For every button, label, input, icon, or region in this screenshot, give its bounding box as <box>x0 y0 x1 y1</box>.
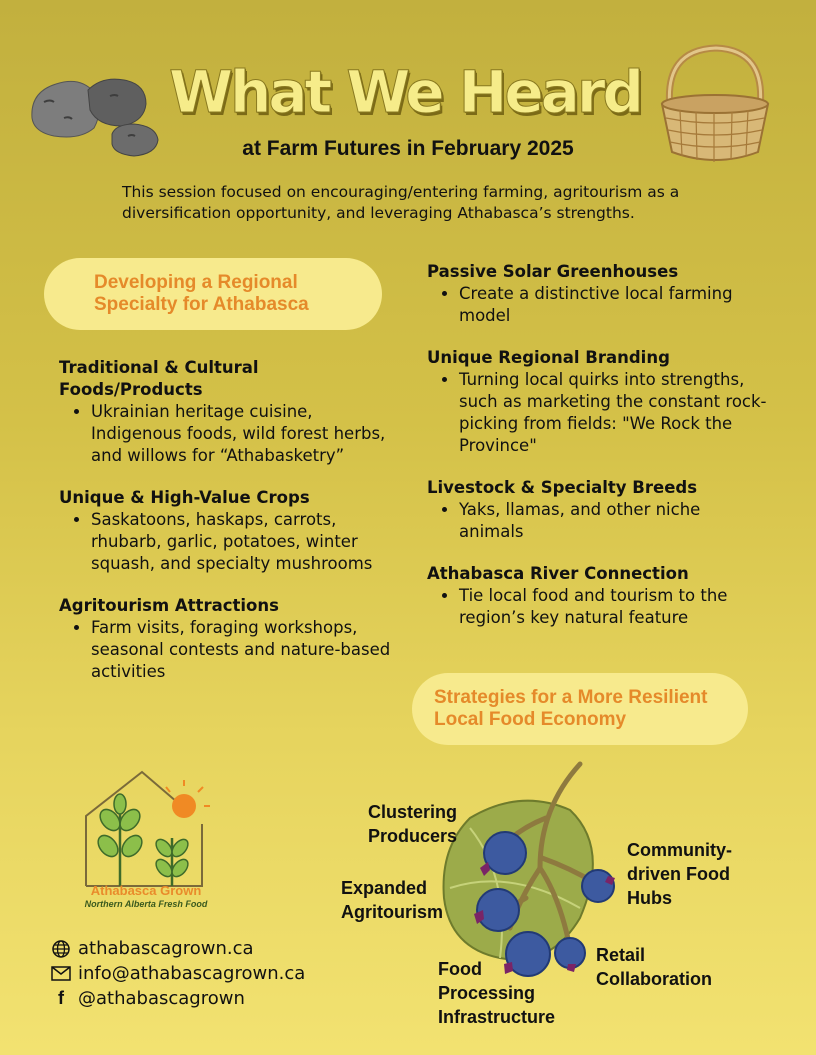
contact-social[interactable] <box>50 986 305 1011</box>
section-high-value-crops <box>59 487 399 575</box>
mail-icon <box>50 963 72 985</box>
section-heading: Passive Solar Greenhouses <box>427 262 679 281</box>
strategy-line: Producers <box>368 826 458 846</box>
section-heading: Livestock & Specialty Breeds <box>427 478 698 497</box>
social-text[interactable]: @athabascagrown <box>78 988 245 1009</box>
logo-tagline: Northern Alberta Fresh Food <box>84 899 208 909</box>
intro-text: This session focused on encouraging/entering farming, agritourism as a diversification opportunity, and leveraging Athabasca’s strengths. <box>122 183 680 222</box>
section-heading: Unique & High-Value Crops <box>59 488 310 507</box>
bullet-item: • Turning local quirks into strengths, such as marketing the constant rock-picking from fields: "We Rock the Province" <box>459 369 767 457</box>
page-title: What We Heard <box>169 58 641 126</box>
pill-line: Local Food Economy <box>434 709 627 730</box>
pill-line: Strategies for a More Resilient <box>434 687 708 708</box>
section-heading: Traditional & Cultural Foods/Products <box>59 358 259 399</box>
pill-line: Developing a Regional <box>94 272 298 293</box>
contact-email[interactable] <box>50 961 305 986</box>
strategy-line: driven Food <box>627 864 730 884</box>
strategy-line: Hubs <box>627 888 672 908</box>
strategy-line: Clustering <box>368 802 458 822</box>
section-river-connection <box>427 563 767 629</box>
left-column <box>59 357 399 703</box>
section-solar-greenhouses <box>427 261 767 327</box>
strategy-food-processing <box>438 957 555 1029</box>
strategy-line: Processing <box>438 983 536 1003</box>
globe-icon <box>50 938 72 960</box>
strategy-line: Retail <box>596 945 646 965</box>
strategies-heading <box>412 673 748 745</box>
bullet-item: • Farm visits, foraging workshops, seasonal contests and nature-based activities <box>91 617 399 683</box>
strategy-line: Collaboration <box>596 969 712 989</box>
strategy-line: Community- <box>627 840 732 860</box>
pill-line: Specialty for Athabasca <box>94 294 309 315</box>
strategy-line: Food <box>438 959 482 979</box>
bullet-item: • Ukrainian heritage cuisine, Indigenous foods, wild forest herbs, and willows for “Athabasketry” <box>91 401 399 467</box>
logo-name: Athabasca Grown <box>90 883 202 898</box>
strategy-line: Infrastructure <box>438 1007 556 1027</box>
strategy-expanded-agritourism <box>341 876 443 924</box>
bullet-item: • Tie local food and tourism to the region’s key natural feature <box>459 585 767 629</box>
section-heading: Unique Regional Branding <box>427 348 670 367</box>
bullet-item: • Create a distinctive local farming model <box>459 283 767 327</box>
strategy-line: Agritourism <box>341 902 444 922</box>
strategy-line: Expanded <box>341 878 428 898</box>
section-heading: Agritourism Attractions <box>59 596 279 615</box>
bullet-item: • Yaks, llamas, and other niche animals <box>459 499 767 543</box>
section-heading: Athabasca River Connection <box>427 564 689 583</box>
strategy-retail-collaboration <box>596 943 712 991</box>
regional-specialty-heading <box>44 258 382 330</box>
strategy-clustering-producers <box>368 800 457 848</box>
section-regional-branding <box>427 347 767 457</box>
facebook-icon: f <box>58 988 64 1008</box>
page-subtitle: at Farm Futures in February 2025 <box>242 137 574 160</box>
section-traditional-foods <box>59 357 399 467</box>
section-livestock <box>427 477 767 543</box>
email-text[interactable]: info@athabascagrown.ca <box>78 963 306 984</box>
section-agritourism <box>59 595 399 683</box>
contact-website[interactable] <box>50 936 305 961</box>
contact-list <box>50 936 305 1011</box>
bullet-item: • Saskatoons, haskaps, carrots, rhubarb, garlic, potatoes, winter squash, and specialty mushrooms <box>91 509 399 575</box>
strategy-community-food-hubs <box>627 838 732 910</box>
website-text[interactable]: athabascagrown.ca <box>78 938 254 959</box>
right-column <box>427 261 767 649</box>
